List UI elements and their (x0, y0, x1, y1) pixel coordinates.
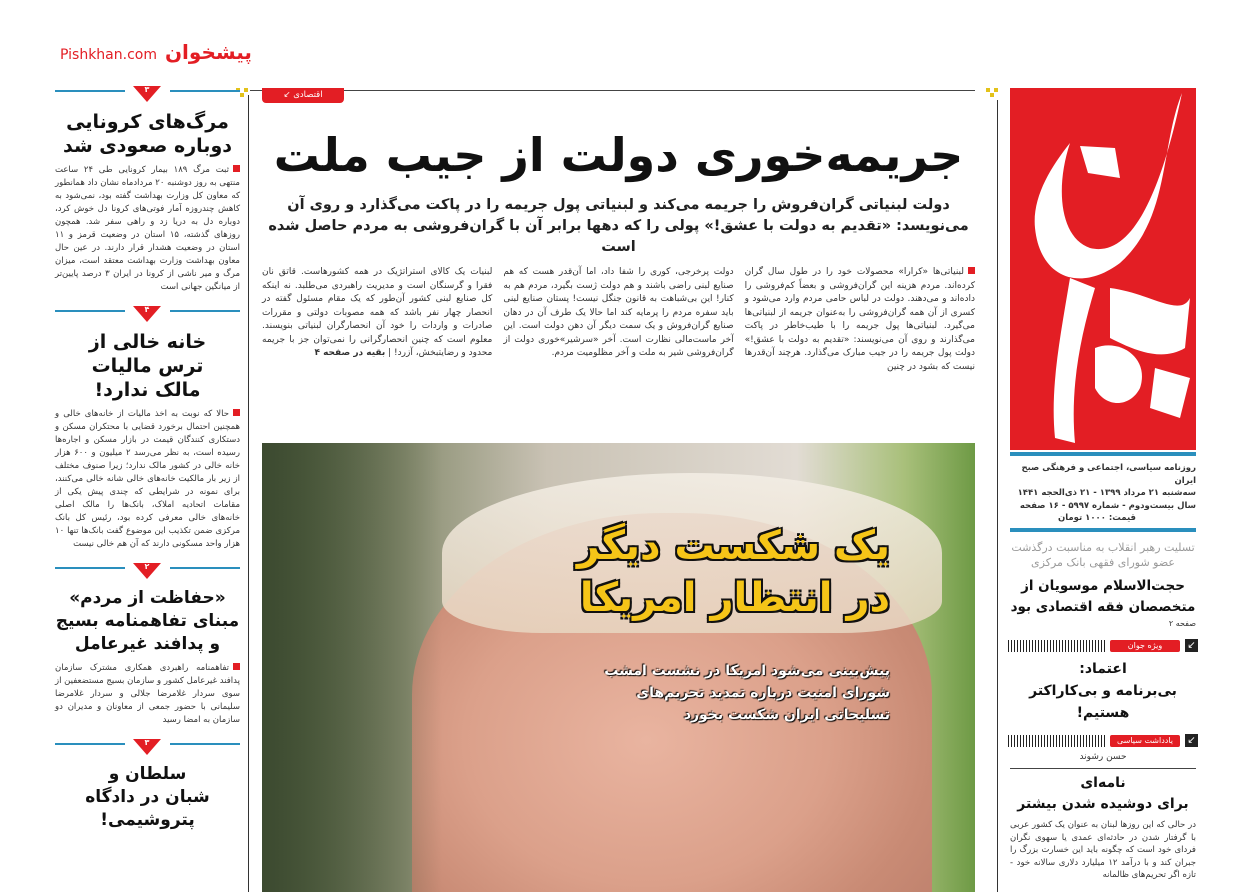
section-tag[interactable]: یادداشت سیاسی (1110, 735, 1180, 747)
photo-subhead (540, 660, 890, 726)
headline-line: بی‌برنامه و بی‌کاراکتر هستیم! (1029, 683, 1177, 721)
headline-line: یک شکست دیگر (576, 523, 890, 569)
article-column-3: لبنیات یک کالای استراتژیک در همه کشورهاست. قاتق نان فقرا و گرسنگان است و مدیریت راهبردی می‌طلبد. نه اینکه کل صنایع لبنی کشور آن‌طور که یک مقام مسئول گفته در انحصار چهار نفر باشد که همه مصوبات دولتی و مقررات صادرات و واردات را خود آن انحصارگران لبنیاتی بنویسند. معلوم است که چنین انحصارگرانی را نمی‌توان جز با جریمه محدود و رضایتبخش، آزرد! | بقیه در صفحه ۴ (262, 267, 493, 358)
headline-line: اعتماد: (1079, 661, 1127, 677)
page-number: ۳ (144, 85, 150, 94)
article-column-1 (745, 266, 975, 374)
left-headline[interactable]: خانه خالی از ترس مالیات مالک ندارد! (88, 331, 207, 401)
subhead-line: شورای امنیت درباره تمدید تحریم‌های (636, 685, 890, 701)
left-headline[interactable]: سلطان و شبان در دادگاه پتروشیمی! (85, 764, 210, 830)
photo-headline[interactable] (430, 520, 890, 624)
page-ref[interactable]: صفحه ۲ (1168, 619, 1196, 628)
right-column (1008, 540, 1198, 882)
left-story-body (55, 408, 240, 551)
column-divider-left (248, 95, 249, 892)
decor-bars (1008, 640, 1105, 652)
headline-line: در انتظار امریکا (579, 575, 890, 621)
section-marker (55, 739, 240, 753)
issue-date: سه‌شنبه ۲۱ مرداد ۱۳۹۹ - ۲۱ ذی‌الحجه ۱۴۴۱ (1017, 488, 1196, 498)
price: قیمت: ۱۰۰۰ تومان (1057, 513, 1136, 523)
ornament-dots (986, 88, 1000, 98)
masthead-rule (1010, 452, 1196, 456)
decor-bars (1008, 735, 1105, 747)
story-body: در حالی که این روزها لبنان به عنوان یک کشور عربی با گرفتار شدن در حادثه‌ای عمدی یا سهوی نگران فردای خود است که چگونه باید این خسارت بزرگ را جبران کند و با درآمد ۱۲ میلیارد دلاری سالانه خود - تازه اگر تحریم‌های ظالمانه (1010, 820, 1196, 880)
bullet-square (233, 409, 240, 416)
headline-line: برای دوشیده شدن بیشتر (1017, 796, 1189, 812)
story-kicker: تسلیت رهبر انقلاب به مناسبت درگذشت عضو شورای فقهی بانک مرکزی (1011, 541, 1195, 569)
left-column (55, 86, 240, 838)
section-marker (55, 563, 240, 577)
masthead-logo[interactable] (1010, 88, 1196, 450)
subhead-line: پیش‌بینی می‌شود امریکا در نشست امشب (604, 663, 890, 679)
subhead-line: می‌نویسد: «تقدیم به دولت با عشق!» پولی را که دهها برابر آن با گران‌فروشی به مردم حاصل شده است (268, 218, 969, 255)
watermark-fa: پیشخوان (164, 40, 252, 64)
story-headline[interactable]: حجت‌الاسلام موسویان از متخصصان فقه اقتصادی بود (1010, 578, 1196, 615)
bullet-square (233, 663, 240, 670)
section-tag-row (1008, 734, 1198, 747)
watermark-en: Pishkhan.com (60, 47, 157, 63)
body-text: ثبت مرگ ۱۸۹ بیمار کرونایی طی ۲۴ ساعت منتهی به روز دوشنبه ۲۰ مردادماه نشان داد همانطور که معاون کل وزارت بهداشت گفته بود، نمی‌شود به کاهش چندروزه آمار فوتی‌های کرونا دل خوش کرد، دوباره دل به دریا زد و راهی سفر شد. همچون روزهای گذشته، ۱۵ استان در وضعیت قرمز و ۱۱ استان در وضعیت هشدار قرار دارند. در عین حال معاون بهداشت وزارت بهداشت معتقد است، میزان مرگ و میر ناشی از کرونا در ایران ۳ درصد پایین‌تر از میانگین جهانی است (55, 165, 241, 292)
section-tag-label: اقتصادی (293, 90, 323, 100)
subhead-line: دولت لبنیاتی گران‌فروش را جریمه می‌کند و لبنیاتی پول جریمه را در پاکت می‌گذارد و روی آن (287, 197, 950, 213)
body-text: تفاهمنامه راهبردی همکاری مشترک سازمان پدافند غیرعامل کشور و سازمان بسیج مستضعفین از سوی سردار غلامرضا جلالی و سردار غلامرضا سلیمانی با حضور جمعی از معاونان و مدیران دو سازمان به امضا رسید (55, 663, 240, 725)
main-headline[interactable]: جریمه‌خوری دولت از جیب ملت (273, 128, 964, 182)
page-number: ۳ (144, 738, 150, 747)
left-headline[interactable]: مرگ‌های کرونایی دوباره صعودی شد (62, 111, 233, 157)
divider (1010, 768, 1196, 769)
pishkhan-watermark (60, 40, 252, 64)
body-text: حالا که نوبت به اخذ مالیات از خانه‌های خالی و همچنین احتمال برخورد قضایی با محتکران مسکن و دستکاری کنندگان قیمت در بازار مسکن و اجاره‌ها رسیده است، به نظر می‌رسد ۲ میلیون و ۶۰۰ هزار خانه خالی در کشور مالک ندارد؛ زیرا صنوف مختلف از زیر بار مالکیت خانه‌های خالی شانه خالی می‌کنند، برای نمونه در شرایطی که چندی پیش یکی از مقامات اتحادیه املاک، بانک‌ها را مالک اصلی خانه‌های خالی معرفی کرده بود، رئیس کل بانک مرکزی ضمن تکذیب این موضوع گفت بانک‌ها تنها ۱۰ هزار واحد مسکونی دارند که آن هم خالی نیست (55, 409, 241, 549)
javan-logo-icon (1010, 88, 1196, 450)
author-name: حسن رشوند (1079, 752, 1127, 762)
photo-shadow (262, 443, 442, 892)
left-story-body (55, 662, 240, 727)
section-tag-economic[interactable] (262, 88, 344, 103)
section-tag[interactable]: ویژه جوان (1110, 640, 1180, 652)
masthead-rule-bottom (1010, 528, 1196, 532)
arrow-icon: ↙ (1185, 639, 1198, 652)
left-story-body (55, 164, 240, 294)
issue-number: سال بیست‌ودوم - شماره ۵۹۹۷ - ۱۶ صفحه (1019, 500, 1196, 511)
story-headline[interactable] (1008, 658, 1198, 724)
masthead-info (1010, 462, 1196, 525)
main-subhead (262, 195, 975, 258)
section-marker (55, 86, 240, 100)
bullet-square (233, 165, 240, 172)
column-text: لبنیات یک کالای استراتژیک در همه کشورهاست. قاتق نان فقرا و گرسنگان است و مدیریت راهبردی می‌طلبد. نه اینکه کل صنایع لبنی کشور آن‌طور که یک مقام مسئول گفته در انحصار چهار نفر باشد که همه مصوبات دولتی و مقررات صادرات و واردات را خود آن انحصارگران لبنیاتی بنویسند. معلوم است که چنین انحصارگرانی را نمی‌توان جز با جریمه محدود و رضایتبخش، آزرد! (262, 267, 493, 358)
arrow-icon: ↙ (1185, 734, 1198, 747)
article-columns (262, 266, 975, 374)
left-headline[interactable]: «حفاظت از مردم» مبنای تفاهمنامه بسیج و پدافند غیرعامل (55, 588, 240, 654)
main-story (262, 88, 975, 374)
continued-link[interactable]: بقیه در صفحه ۴ (314, 348, 386, 358)
arrow-icon: ↙ (283, 90, 291, 100)
page-number: ۲ (144, 562, 150, 571)
column-text: لبنیاتی‌ها «کرارا» محصولات خود را در طول سال گران کرده‌اند. مردم هزینه این گران‌فروشی و بعضاً کم‌فروشی را داده‌اند و می‌دهند. دولت در لباس حامی مردم وارد می‌شود و کسری از آن همه گران‌فروشی را به‌عنوان جریمه از لبنیاتی‌ها می‌گیرد. لبنیاتی‌ها پول جریمه را با طیب‌خاطر در پاکت می‌گذارند و روی آن می‌نویسند: «تقدیم به دولت با عشق!» دولت پول جریمه را در جیب مبارک می‌گذارد. هرچند آن‌قدرها نیست که بشود در چنین (744, 267, 975, 372)
column-divider-right (997, 100, 998, 892)
section-tag-row (1008, 639, 1198, 652)
story-headline[interactable] (1008, 773, 1198, 815)
page-number: ۴ (144, 305, 150, 314)
article-column-2: دولت پرخرجی، کوری را شفا داد، اما آن‌قدر هست که هم صنایع لبنی راضی باشند و هم دولت ژست بگیرد، مردم هم به کنار! این بی‌شباهت به قانون جنگل نیست! پستان صنایع لبنی باید سفره مردم را پرمایه کند اما حالا یک طرف آن در دهان صنایع گران‌فروش و یک سمت دیگر آن دهن دولت است. این آخر ماست‌مالی نظارت است. آخر «سرشیر»خوری دولت از گران‌فروشی شیر به ملت و آخر مظلومیت مردم. (503, 267, 734, 358)
section-marker (55, 306, 240, 320)
bullet-square (968, 267, 975, 274)
headline-line: نامه‌ای (1080, 775, 1126, 791)
subhead-line: تسلیحاتی ایران شکست بخورد (683, 707, 890, 723)
publication-type: روزنامه سیاسی، اجتماعی و فرهنگی صبح ایران (1021, 463, 1196, 486)
